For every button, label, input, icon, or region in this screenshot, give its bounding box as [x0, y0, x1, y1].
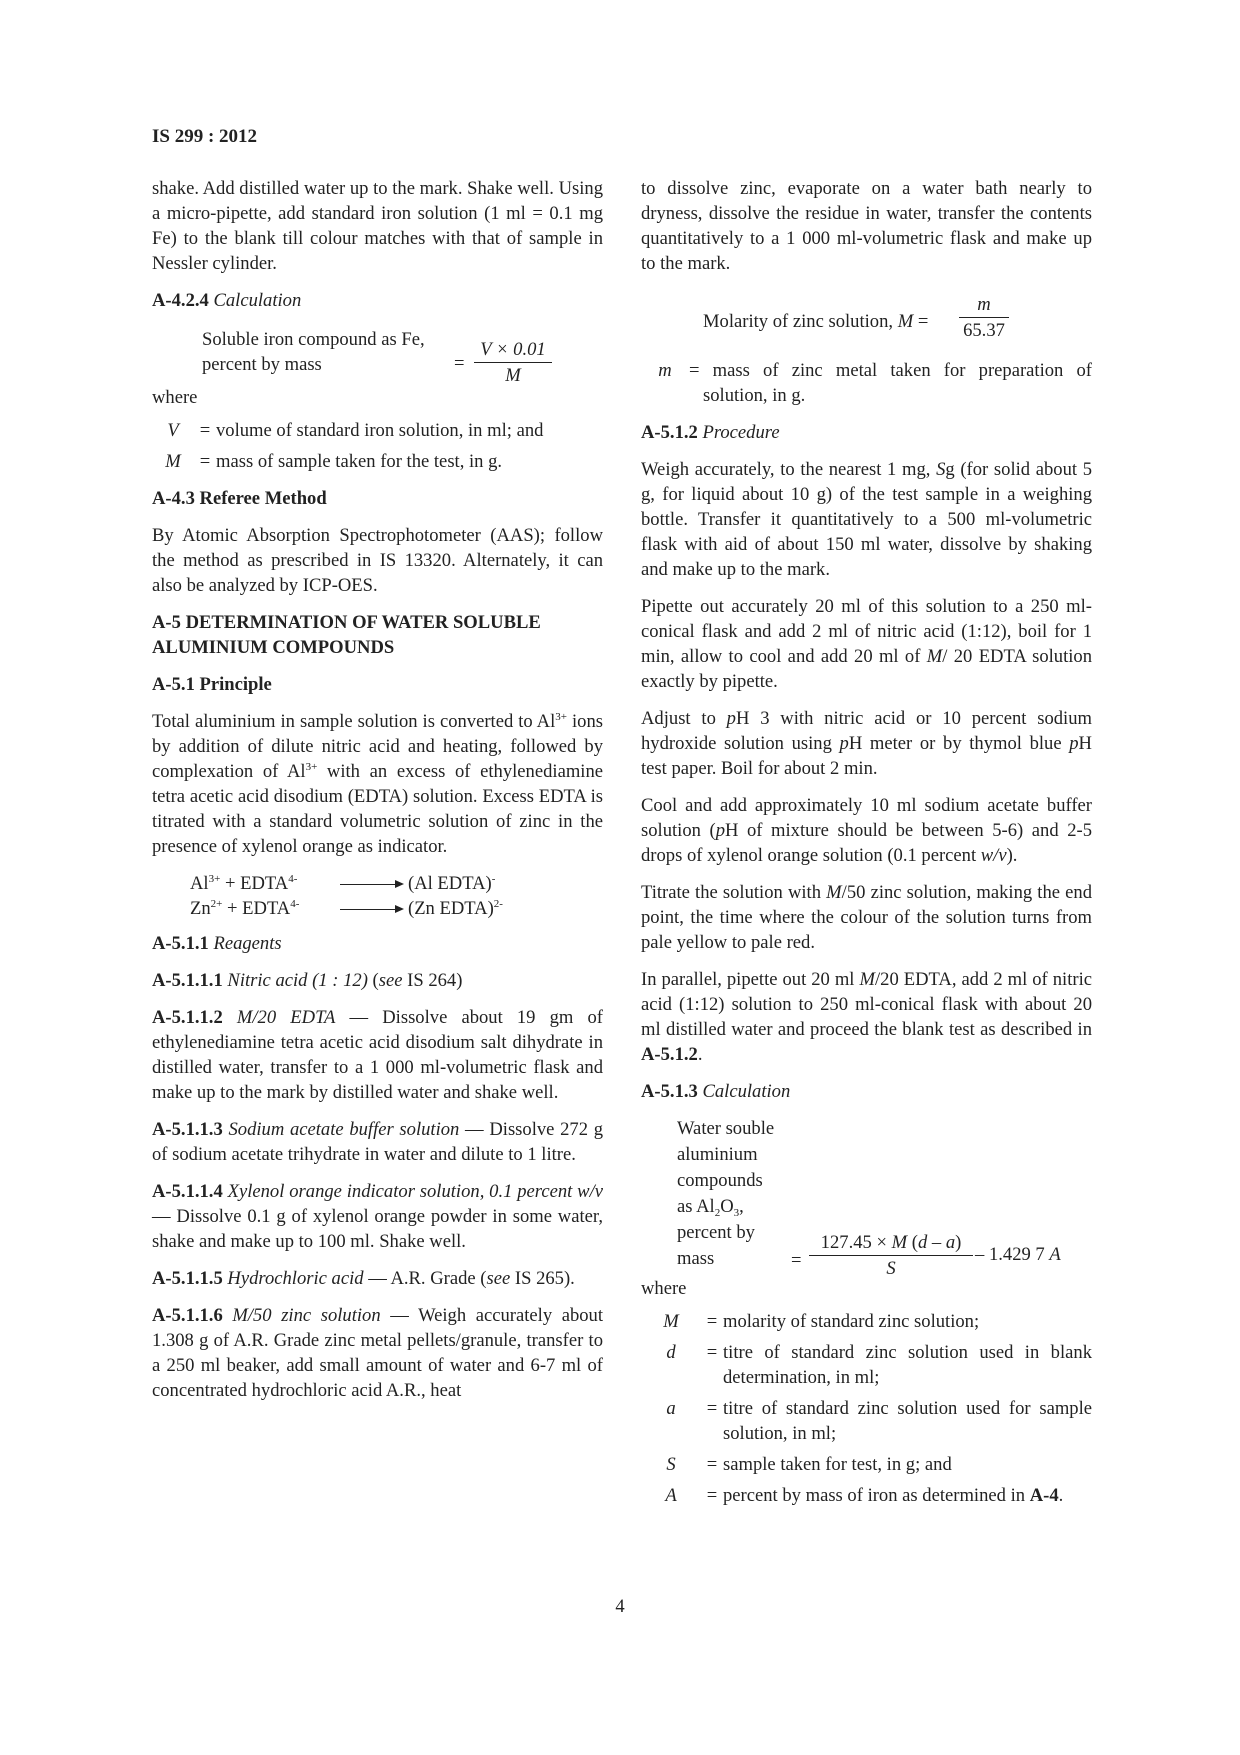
- definition-text: volume of standard iron solution, in ml; and: [216, 420, 544, 441]
- formula-equals: =: [454, 353, 465, 374]
- paragraph-procedure-titrate: Titrate the solution with M/50 zinc solution, making the end point, the time where the colour of the solution turns from pale yellow to pale red.: [641, 882, 1093, 953]
- clause-number: A-5.1.1.5: [152, 1268, 223, 1289]
- definition-text: sample taken for test, in g; and: [723, 1454, 952, 1475]
- page-number: 4: [615, 1596, 625, 1617]
- definition-text: molarity of standard zinc solution;: [723, 1311, 980, 1332]
- formula-label: Molarity of zinc solution, M =: [703, 311, 929, 332]
- clause-title: M/20 EDTA: [236, 1007, 336, 1028]
- fraction-denominator: M: [505, 365, 521, 386]
- formula-label-line: percent by: [677, 1222, 755, 1243]
- reaction-reactants: $Zn^{2+}$ + $EDTA^{4-}$: [190, 898, 300, 919]
- formula-molarity: [641, 292, 1092, 348]
- definition-text: percent by mass of iron as determined in A-4.: [723, 1485, 1064, 1506]
- definition-symbol: V: [167, 420, 179, 441]
- clause-a-5-1-1-1: A-5.1.1.1 Nitric acid (1 : 12) (see IS 264): [152, 970, 463, 991]
- clause-title: M/50 zinc solution: [232, 1305, 381, 1326]
- clause-title: Sodium acetate buffer solution: [228, 1119, 460, 1140]
- formula-label-line: aluminium: [677, 1144, 758, 1165]
- where-label: where: [152, 387, 198, 408]
- text-run: Total aluminium in sample solution is converted to Al: [152, 711, 556, 732]
- formula-label-line: compounds: [677, 1170, 763, 1191]
- clause-title: Calculation: [702, 1081, 791, 1102]
- paragraph-dissolve-zinc: to dissolve zinc, evaporate on a water bath nearly to dryness, dissolve the residue in water, transfer the contents quantitatively to a 1 000 ml-volumetric flask and make up to the mark.: [641, 178, 1092, 274]
- definition-text: titre of standard zinc solution used for sample solution, in ml;: [723, 1398, 1092, 1444]
- formula-label-line: Water souble: [677, 1118, 775, 1139]
- fraction-denominator: S: [886, 1258, 896, 1279]
- clause-number: A-5.1.2: [641, 422, 698, 443]
- definition-symbol: M: [165, 451, 181, 472]
- clause-title: Nitric acid (1 : 12): [227, 970, 368, 991]
- formula-aluminium: [641, 1116, 1092, 1279]
- formula-label-line: Soluble iron compound as Fe,: [202, 329, 425, 350]
- definition-equals: =: [199, 451, 211, 472]
- definition-row: [641, 1452, 1092, 1477]
- clause-title: Xylenol orange indicator solution, 0.1 percent w/v: [227, 1181, 603, 1202]
- right-column: [641, 176, 1092, 1520]
- clause-number: A-5.1.3: [641, 1081, 698, 1102]
- text-run: with an excess of ethylenediamine tetra acetic acid disodium (EDTA) solution. Excess EDTA is titrated with a standard volumetric solution of zinc in the presence of xylenol orange as indicator.: [152, 761, 603, 857]
- clause-number: A-5.1.1.1: [152, 970, 223, 991]
- superscript: 3+: [305, 761, 318, 773]
- paragraph-procedure-adjust-ph: Adjust to pH 3 with nitric acid or 10 percent sodium hydroxide solution using pH meter or by thymol blue pH test paper. Boil for about 2 min.: [641, 708, 1092, 779]
- heading-line: A-5 DETERMINATION OF WATER SOLUBLE: [152, 612, 541, 633]
- reaction-product: (Zn EDTA)$^{2-}$: [408, 898, 503, 919]
- clause-a-5-1-3: [641, 1079, 1092, 1104]
- clause-number: A-5.1.1: [152, 933, 209, 954]
- heading-principle: A-5.1 Principle: [152, 674, 272, 695]
- formula-label-line: as $Al_2O_3$,: [677, 1196, 744, 1219]
- fraction-numerator: m: [977, 294, 991, 315]
- formula-fraction: [474, 337, 552, 388]
- clause-title: Reagents: [213, 933, 282, 954]
- definition-equals: =: [199, 420, 211, 441]
- formula-soluble-iron: [152, 325, 603, 386]
- formula-equals: =: [791, 1250, 802, 1271]
- reaction-arrow-icon: [338, 871, 408, 896]
- definition-row: [641, 1483, 1092, 1508]
- formula-label: [677, 1116, 774, 1272]
- formula-label-line: percent by mass: [202, 354, 322, 375]
- reaction-equations: [190, 871, 603, 921]
- definition-symbol: a: [666, 1398, 676, 1419]
- paragraph-referee-method: By Atomic Absorption Spectrophotometer (AAS); follow the method as prescribed in IS 13320. Alternately, it can also be analyzed by ICP-OES.: [152, 525, 603, 596]
- where-label: where: [641, 1278, 687, 1299]
- definition-row: [152, 418, 603, 443]
- paragraph-procedure-pipette: Pipette out accurately 20 ml of this solution to a 250 ml-conical flask and add 2 ml of nitric acid (1:12), boil for 1 min, allow to cool and add 20 ml of M/ 20 EDTA solution exactly by pipette.: [641, 596, 1092, 692]
- definition-equals: =: [706, 1342, 718, 1363]
- formula-tail: – 1.429 7 A: [975, 1244, 1061, 1265]
- heading-line: ALUMINIUM COMPOUNDS: [152, 637, 395, 658]
- definition-symbol: d: [666, 1342, 676, 1363]
- left-column: [152, 176, 603, 1415]
- definition-equals: =: [706, 1311, 718, 1332]
- definition-list: [641, 1309, 1092, 1508]
- clause-number: A-5.1.1.2: [152, 1007, 223, 1028]
- superscript: 3+: [555, 711, 567, 723]
- definition-text: titre of standard zinc solution used in blank determination, in ml;: [723, 1342, 1092, 1388]
- clause-a-4-2-4: [152, 288, 603, 313]
- formula-label: [202, 327, 425, 377]
- fraction-numerator: 127.45 × M (d – a): [820, 1232, 962, 1253]
- clause-a-5-1-2: [641, 420, 1092, 445]
- definition-row: [152, 449, 603, 474]
- clause-number: A-5.1.1.6: [152, 1305, 223, 1326]
- clause-number: A-5.1.1.4: [152, 1181, 223, 1202]
- definition-equals: =: [706, 1398, 718, 1419]
- clause-title: Calculation: [213, 290, 302, 311]
- formula-label-line: mass: [677, 1248, 715, 1269]
- clause-number: A-4.2.4: [152, 290, 209, 311]
- paragraph-blank-matching: shake. Add distilled water up to the mark. Shake well. Using a micro-pipette, add standard iron solution (1 ml = 0.1 mg Fe) to the blank till colour matches with that of sample in Nessler cylinder.: [152, 178, 603, 274]
- clause-a-5-1-1-5: A-5.1.1.5 Hydrochloric acid — A.R. Grade (see IS 265).: [152, 1268, 575, 1289]
- fraction-numerator: V × 0.01: [480, 339, 546, 360]
- clause-a-5-1-1-4: A-5.1.1.4 Xylenol orange indicator solution, 0.1 percent w/v — Dissolve 0.1 g of xylenol orange powder in some water, shake and make up to 100 ml. Shake well.: [152, 1181, 603, 1252]
- formula-fraction: [809, 1230, 973, 1281]
- definition-row: [641, 358, 1092, 408]
- paragraph-procedure-buffer: Cool and add approximately 10 ml sodium acetate buffer solution (pH of mixture should be between 5-6) and 2-5 drops of xylenol orange solution (0.1 percent w/v).: [641, 795, 1092, 866]
- page-header-standard: IS 299 : 2012: [152, 126, 258, 147]
- definition-text: = mass of zinc metal taken for preparation of solution, in g.: [689, 360, 1092, 406]
- definition-symbol: m: [658, 360, 672, 381]
- fraction-denominator: 65.37: [963, 320, 1005, 341]
- reaction-arrow-icon: [338, 896, 408, 921]
- clause-a-5-1-1-2: A-5.1.1.2 M/20 EDTA — Dissolve about 19 gm of ethylenediamine tetra acetic acid disodium salt dihydrate in distilled water, transfer to a 1 000 ml-volumetric flask and make up to the mark by distilled water and shake well.: [152, 1007, 603, 1103]
- definition-row: [641, 1340, 1092, 1390]
- definition-row: [641, 1396, 1092, 1446]
- clause-title: Hydrochloric acid: [227, 1268, 364, 1289]
- definition-list: [152, 418, 603, 474]
- text-run: ions by addition of dilute nitric acid and heating, followed by complexation of Al: [152, 711, 603, 782]
- paragraph-principle: [152, 709, 603, 859]
- clause-a-5-1-1-6: A-5.1.1.6 M/50 zinc solution — Weigh accurately about 1.308 g of A.R. Grade zinc metal pellets/granule, transfer to a 250 ml beaker, add small amount of water and 6-7 ml of concentrated hydrochloric acid A.R., heat: [152, 1305, 604, 1401]
- definition-equals: =: [706, 1485, 718, 1506]
- clause-title: Procedure: [702, 422, 780, 443]
- definition-symbol: M: [663, 1311, 679, 1332]
- definition-row: [641, 1309, 1092, 1334]
- paragraph-procedure-blank: In parallel, pipette out 20 ml M/20 EDTA, add 2 ml of nitric acid (1:12) solution to 250 ml-conical flask with about 20 ml distilled water and proceed the blank test as described in A-5.1.2.: [641, 969, 1092, 1065]
- formula-fraction: [959, 292, 1009, 343]
- reaction-product: (Al EDTA)-: [408, 873, 496, 894]
- definition-text: mass of sample taken for the test, in g.: [216, 451, 503, 472]
- clause-a-5-1-1-3: A-5.1.1.3 Sodium acetate buffer solution — Dissolve 272 g of sodium acetate trihydrate in water and dilute to 1 litre.: [152, 1119, 603, 1165]
- paragraph-procedure-weigh: Weigh accurately, to the nearest 1 mg, Sg (for solid about 5 g, for liquid about 10 g) of the test sample in a weighing bottle. Transfer it quantitatively to a 500 ml-volumetric flask with aid of about 150 ml water, dissolve by shaking and make up to the mark.: [641, 459, 1093, 580]
- clause-number: A-5.1.1.3: [152, 1119, 223, 1140]
- reaction-reactants: $Al^{3+}$ + $EDTA^{4-}$: [190, 873, 298, 894]
- heading-referee-method: A-4.3 Referee Method: [152, 488, 327, 509]
- clause-a-5-1-1: [152, 931, 603, 956]
- heading-a-5: [152, 610, 603, 660]
- definition-equals: =: [706, 1454, 718, 1475]
- definition-symbol: A: [665, 1485, 677, 1506]
- definition-symbol: S: [666, 1454, 676, 1475]
